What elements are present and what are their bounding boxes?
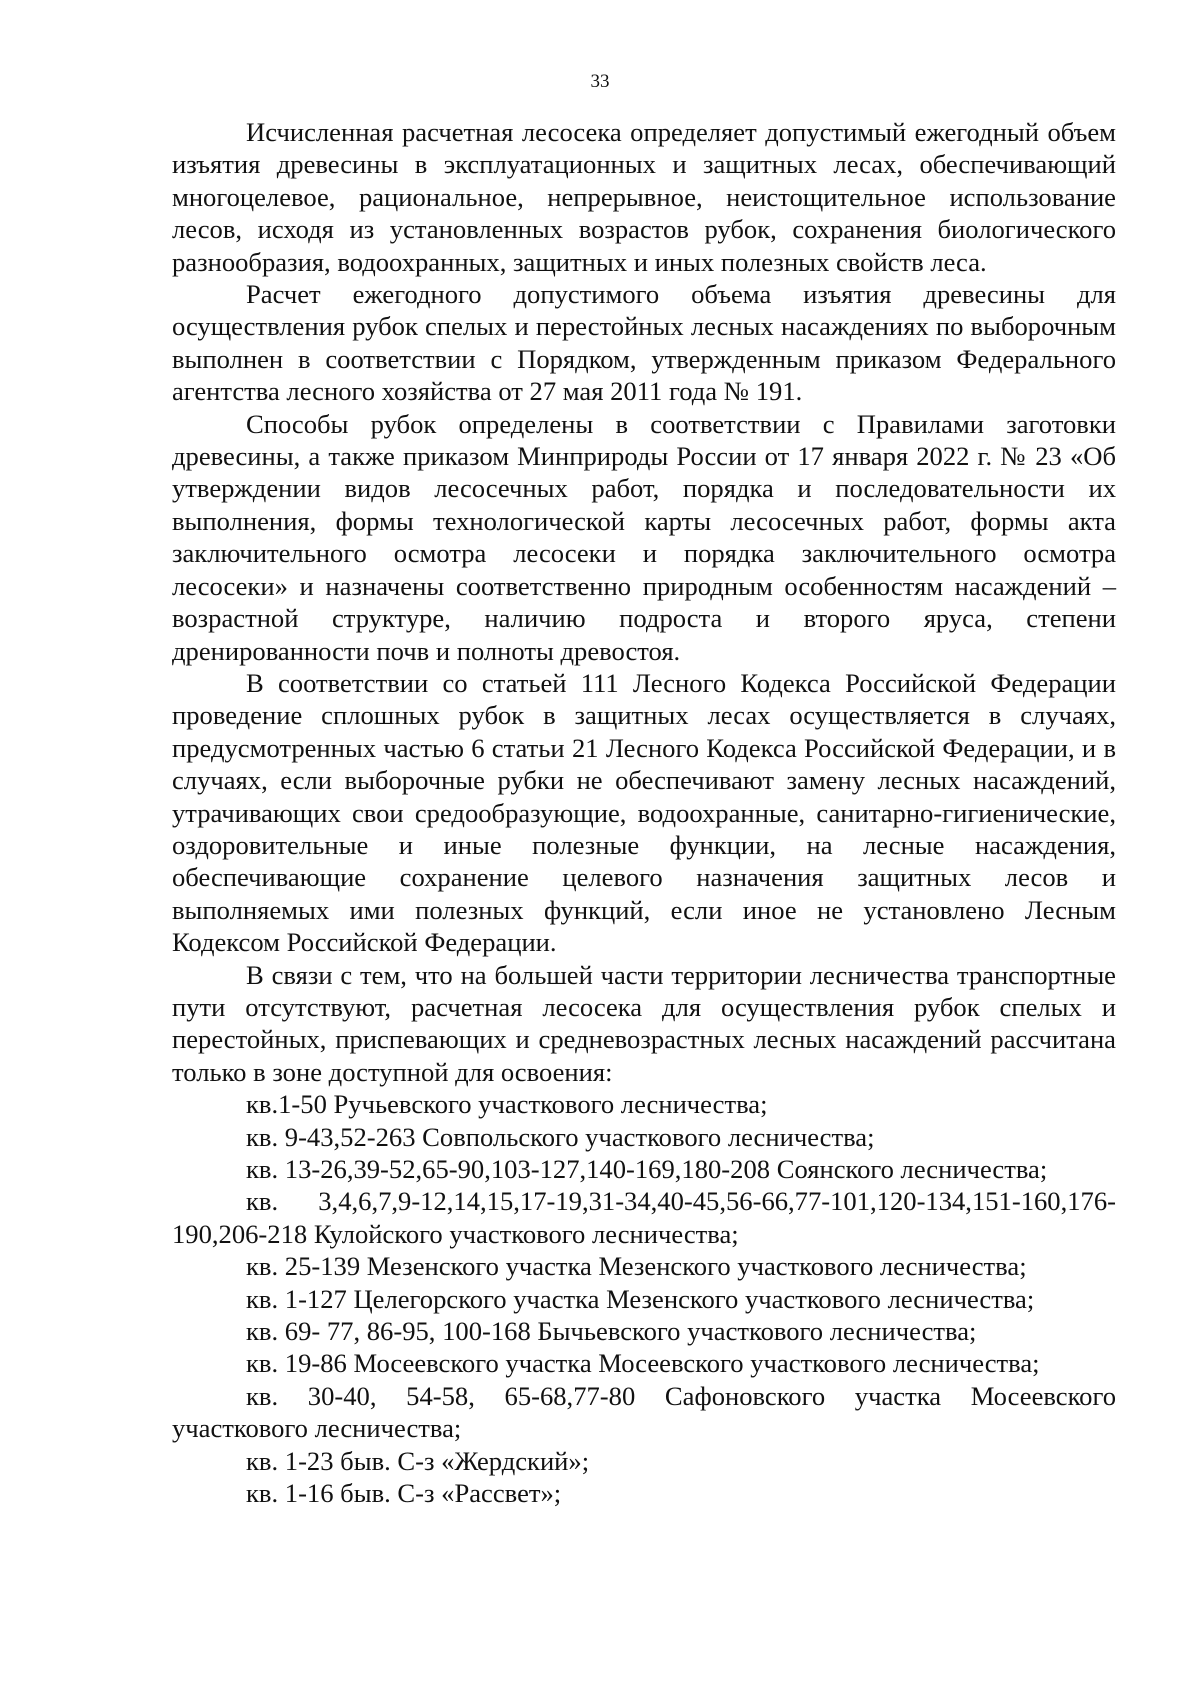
paragraph-accessible-zone: В связи с тем, что на большей части территории лесничества транспортные пути отсутствуют, расчетная лесосека для осуществления рубок спелых и перестойных, приспевающих и средневозрастных лесных насаждений рассчитана только в зоне доступной для освоения: xyxy=(172,959,1116,1087)
list-item: кв. 19-86 Мосеевского участка Мосеевского участкового лесничества; xyxy=(246,1348,1040,1379)
list-item: кв. 9-43,52-263 Совпольского участкового лесничества; xyxy=(246,1121,875,1152)
paragraph-annual-volume-calculation: Расчет ежегодного допустимого объема изъятия древесины для осуществления рубок спелых и перестойных лесных насаждениях по выборочным выполнен в соответствии с Порядком, утвержденным приказом Федерального агентства лесного хозяйства от 27 мая 2011 года № 191. xyxy=(172,279,1116,407)
paragraph-clear-cutting-protective-forests: В соответствии со статьей 111 Лесного Кодекса Российской Федерации проведение сплошных рубок в защитных лесах осуществляется в случаях, предусмотренных частью 6 статьи 21 Лесного Кодекса Российской Федерации, и в случаях, если выборочные рубки не обеспечивают замену лесных насаждений, утрачивающих свои средообразующие, водоохранные, санитарно-гигиенические, оздоровительные и иные полезные функции, на лесные насаждения, обеспечивающие сохранение целевого назначения защитных лесов и выполняемых ими полезных функций, если иное не установлено Лесным Кодексом Российской Федерации. xyxy=(172,667,1116,958)
page-number: 33 xyxy=(590,71,610,92)
list-item: кв. 1-16 быв. С-з «Рассвет»; xyxy=(246,1478,562,1509)
paragraph-allowable-cut: Исчисленная расчетная лесосека определяет допустимый ежегодный объем изъятия древесины в эксплуатационных и защитных лесах, обеспечивающий многоцелевое, рациональное, непрерывное, неистощительное использование лесов, исходя из установленных возрастов рубок, сохранения биологического разнообразия, водоохранных, защитных и иных полезных свойств леса. xyxy=(172,117,1116,277)
list-item: кв. 1-23 быв. С-з «Жердский»; xyxy=(246,1445,590,1476)
list-item: кв. 30-40, 54-58, 65-68,77-80 Сафоновского участка Мосеевского участкового лесничества; xyxy=(172,1380,1116,1444)
list-item: кв. 3,4,6,7,9-12,14,15,17-19,31-34,40-45,56-66,77-101,120-134,151-160,176-190,206-218 Кулойского участкового лесничества; xyxy=(172,1186,1116,1249)
list-item: кв. 1-127 Целегорского участка Мезенского участкового лесничества; xyxy=(246,1283,1035,1314)
list-item: кв. 13-26,39-52,65-90,103-127,140-169,180-208 Соянского лесничества; xyxy=(246,1154,1048,1184)
list-item: кв. 25-139 Мезенского участка Мезенского участкового лесничества; xyxy=(246,1251,1027,1282)
list-item: кв. 69- 77, 86-95, 100-168 Бычьевского участкового лесничества; xyxy=(246,1316,977,1347)
paragraph-felling-methods: Способы рубок определены в соответствии с Правилами заготовки древесины, а также приказом Минприроды России от 17 января 2022 г. № 23 «Об утверждении видов лесосечных работ, порядка и последовательности их выполнения, формы технологической карты лесосечных работ, формы акта заключительного осмотра лесосеки и порядка заключительного осмотра лесосеки» и назначены соответственно природным особенностям насаждений – возрастной структуре, наличию подроста и второго яруса, степени дренированности почв и полноты древостоя. xyxy=(172,408,1116,666)
list-item: кв.1-50 Ручьевского участкового лесничества; xyxy=(246,1089,768,1120)
document-body xyxy=(172,116,1116,1509)
quarter-list xyxy=(172,1088,1116,1509)
